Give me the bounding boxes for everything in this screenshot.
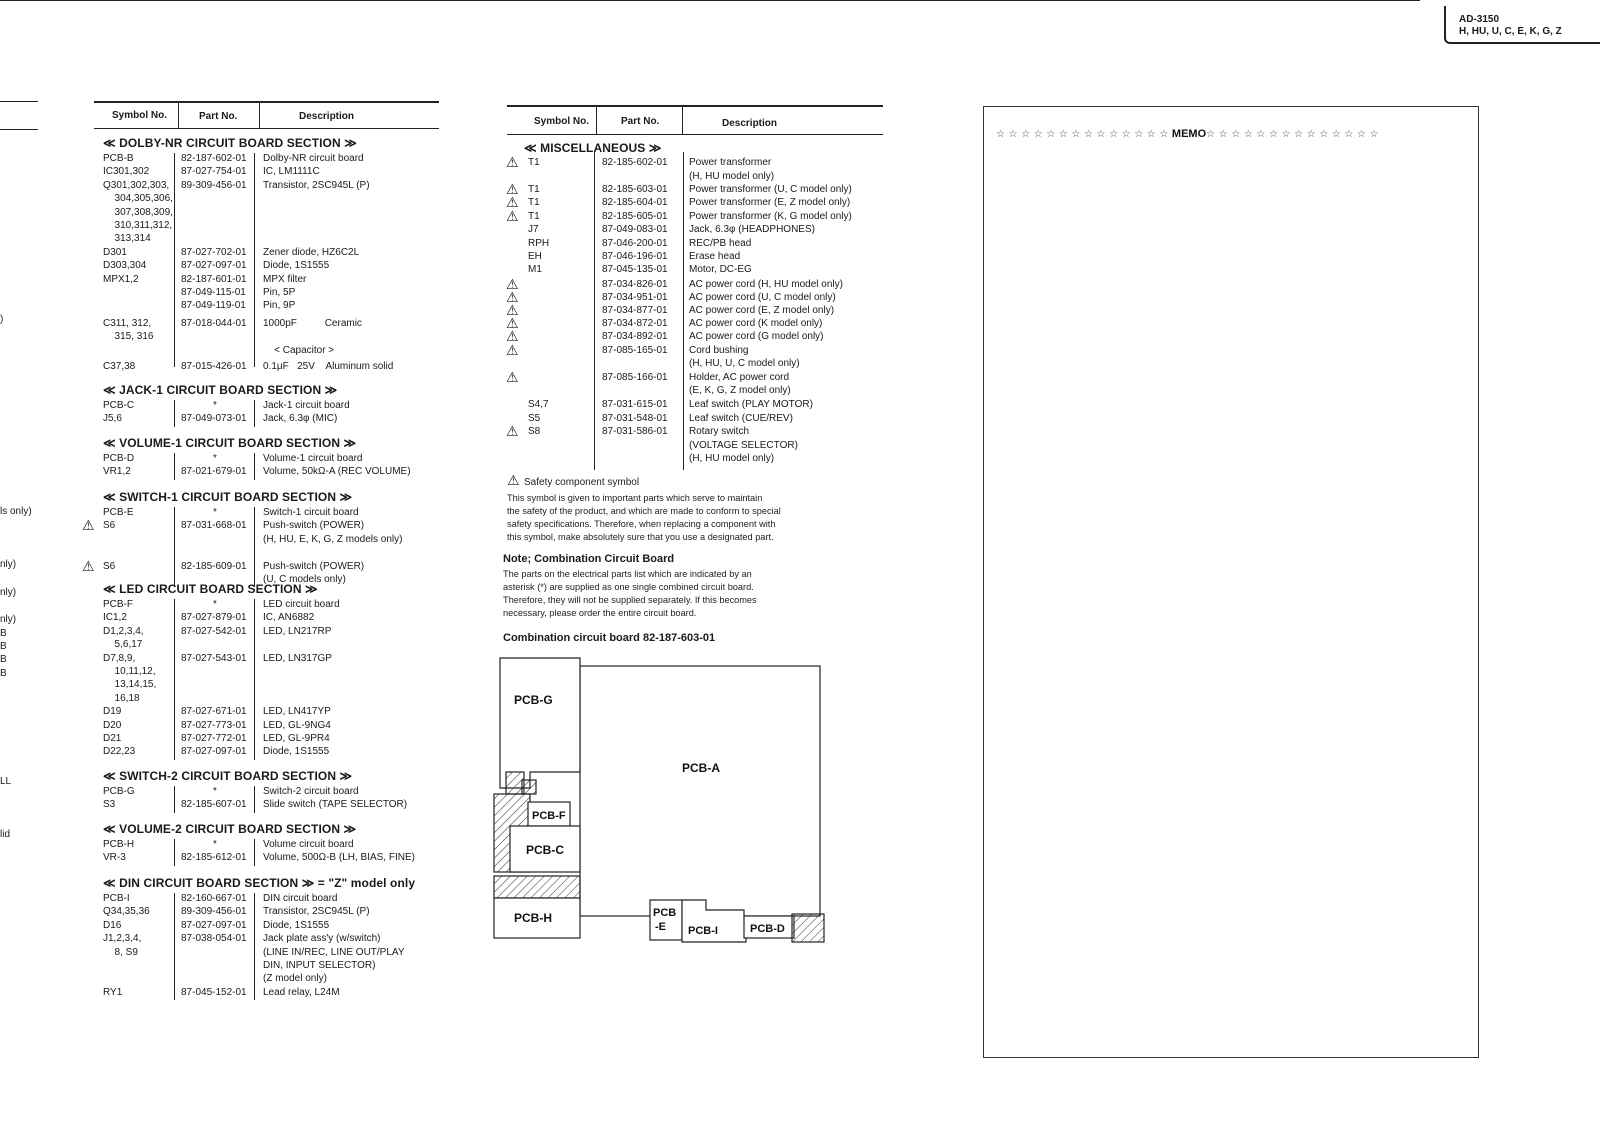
description-cell: Pin, 9P: [263, 300, 296, 312]
description-cell: Push-switch (POWER): [263, 560, 365, 572]
part-number-cell: 87-034-872-01: [602, 318, 668, 329]
symbol-cell: T1: [528, 184, 540, 195]
symbol-cell: 5,6,17: [109, 639, 143, 651]
symbol-cell: VR-3: [103, 852, 126, 864]
table-header-rule: [507, 134, 883, 135]
description-cell: Holder, AC power cord: [689, 372, 790, 383]
hatched-block: [792, 914, 824, 942]
symbol-cell: 8, S9: [109, 946, 138, 958]
margin-fragment: ): [0, 314, 4, 325]
description-cell: Pin, 5P: [263, 287, 296, 298]
warning-icon: ⚠: [506, 154, 519, 170]
column-divider: [254, 893, 255, 1000]
table-top-rule: [94, 101, 439, 103]
description-cell: Zener diode, HZ6C2L: [263, 246, 360, 258]
part-number-cell: 89-309-456-01: [181, 906, 247, 918]
part-number-cell: 82-185-604-01: [602, 197, 668, 208]
description-cell: < Capacitor >: [263, 344, 335, 356]
part-number-cell: 87-049-083-01: [602, 224, 668, 235]
table-header-rule: [94, 128, 439, 129]
section-title: ≪ JACK-1 CIRCUIT BOARD SECTION ≫: [103, 383, 338, 397]
description-cell: Jack-1 circuit board: [263, 400, 350, 411]
part-number-cell: 87-027-097-01: [181, 919, 247, 931]
combination-note-heading: Note; Combination Circuit Board: [503, 553, 675, 565]
symbol-cell: S6: [103, 520, 116, 532]
description-cell: Jack, 6.3φ (HEADPHONES): [689, 224, 815, 235]
symbol-cell: Q34,35,36: [103, 906, 150, 918]
pcb-c-label: PCB-C: [526, 843, 564, 857]
description-cell: Push-switch (POWER): [263, 520, 365, 532]
symbol-cell: MPX1,2: [103, 273, 139, 285]
description-cell: (VOLTAGE SELECTOR): [689, 440, 798, 451]
safety-note-line: this symbol, make absolutely sure that you use a designated part.: [507, 532, 774, 542]
pcb-e-outline: [650, 900, 682, 940]
model-variants: H, HU, U, C, E, K, G, Z: [1459, 26, 1562, 37]
part-number-cell: 82-187-602-01: [181, 153, 247, 164]
warning-icon: ⚠: [506, 423, 519, 439]
symbol-cell: 10,11,12,: [109, 666, 156, 677]
description-cell: Power transformer: [689, 157, 772, 168]
symbol-cell: S6: [103, 560, 116, 572]
table-top-rule: [507, 105, 883, 107]
safety-symbol-caption: Safety component symbol: [524, 477, 640, 488]
symbol-cell: 307,308,309,: [109, 206, 173, 218]
column-header-symbol: Symbol No.: [112, 110, 168, 121]
description-cell: Diode, 1S1555: [263, 919, 330, 931]
symbol-cell: 315, 316: [109, 331, 154, 343]
symbol-cell: D303,304: [103, 260, 147, 272]
warning-icon: ⚠: [506, 194, 519, 210]
part-number-cell: 82-185-605-01: [602, 211, 668, 222]
symbol-cell: 310,311,312,: [109, 220, 173, 231]
description-cell: LED, LN217RP: [263, 625, 332, 637]
column-divider: [683, 152, 684, 470]
symbol-cell: RY1: [103, 986, 123, 998]
warning-icon: ⚠: [506, 276, 519, 292]
description-cell: 0.1μF 25V Aluminum solid: [263, 361, 394, 372]
section-title: ≪ VOLUME-2 CIRCUIT BOARD SECTION ≫: [103, 822, 357, 836]
column-divider: [174, 599, 175, 760]
warning-icon: ⚠: [506, 328, 519, 344]
part-number-cell: 87-046-200-01: [602, 238, 668, 249]
warning-icon: ⚠: [506, 315, 519, 331]
symbol-cell: J1,2,3,4,: [103, 933, 142, 945]
symbol-cell: D19: [103, 706, 122, 718]
pcb-a-outline: [580, 666, 820, 916]
column-header-part: Part No.: [621, 116, 660, 127]
pcb-e-label-suffix: -E: [655, 921, 666, 933]
part-number-cell: 87-045-152-01: [181, 986, 247, 998]
symbol-cell: C311, 312,: [103, 317, 152, 329]
part-number-cell: 87-027-879-01: [181, 612, 247, 624]
header-divider: [259, 101, 260, 128]
hatched-bar: [494, 876, 580, 898]
pcb-g-label: PCB-G: [514, 693, 553, 707]
description-cell: Transistor, 2SC945L (P): [263, 179, 370, 191]
margin-rule: [0, 101, 38, 102]
symbol-cell: S8: [528, 426, 541, 437]
part-number-cell: 87-027-543-01: [181, 652, 247, 664]
symbol-cell: S3: [103, 799, 116, 811]
section-title: ≪ VOLUME-1 CIRCUIT BOARD SECTION ≫: [103, 436, 357, 450]
description-cell: Lead relay, L24M: [263, 986, 340, 998]
symbol-cell: D16: [103, 919, 122, 931]
column-divider: [174, 153, 175, 367]
description-cell: (E, K, G, Z model only): [689, 385, 791, 396]
memo-box: [983, 106, 1479, 1058]
column-divider: [174, 786, 175, 813]
safety-note-line: This symbol is given to important parts which serve to maintain: [507, 493, 763, 503]
description-cell: LED, LN317GP: [263, 652, 332, 664]
part-number-cell: 87-031-586-01: [602, 426, 668, 437]
symbol-cell: IC1,2: [103, 612, 127, 624]
description-cell: Volume, 500Ω-B (LH, BIAS, FINE): [263, 852, 415, 864]
part-number-cell: 87-031-615-01: [602, 399, 668, 410]
part-number-cell: 89-309-456-01: [181, 179, 247, 191]
symbol-cell: 13,14,15,: [109, 679, 157, 691]
part-number-cell: *: [213, 839, 217, 850]
warning-icon: ⚠: [506, 369, 519, 385]
symbol-cell: 304,305,306,: [109, 193, 173, 205]
part-number-cell: 87-027-097-01: [181, 260, 247, 272]
description-cell: Rotary switch: [689, 426, 750, 437]
description-cell: AC power cord (E, Z model only): [689, 305, 835, 316]
symbol-cell: Q301,302,303,: [103, 179, 170, 191]
part-number-cell: 82-185-609-01: [181, 560, 247, 572]
symbol-cell: T1: [528, 157, 540, 168]
margin-fragment: B: [0, 641, 7, 652]
symbol-cell: PCB-B: [103, 153, 134, 164]
section-title-miscellaneous: ≪ MISCELLANEOUS ≫: [524, 141, 662, 155]
description-cell: IC, LM1111C: [263, 166, 320, 178]
column-divider: [254, 153, 255, 367]
part-number-cell: 87-031-548-01: [602, 413, 668, 424]
top-rule: [0, 0, 1420, 1]
symbol-cell: D20: [103, 719, 122, 731]
pcb-f-label: PCB-F: [532, 810, 566, 822]
part-number-cell: 87-085-166-01: [602, 372, 668, 383]
warning-icon: ⚠: [506, 208, 519, 224]
symbol-cell: PCB-H: [103, 839, 135, 850]
description-cell: AC power cord (K model only): [689, 318, 823, 329]
symbol-cell: J7: [528, 224, 539, 235]
part-number-cell: *: [213, 400, 217, 411]
symbol-cell: RPH: [528, 238, 550, 249]
warning-icon: ⚠: [506, 181, 519, 197]
column-divider: [254, 400, 255, 427]
description-cell: Erase head: [689, 251, 741, 262]
section-title: ≪ DIN CIRCUIT BOARD SECTION ≫ = "Z" model only: [103, 876, 416, 890]
symbol-cell: D22,23: [103, 746, 136, 758]
margin-fragment: B: [0, 654, 7, 665]
part-number-cell: 87-049-073-01: [181, 413, 247, 425]
margin-fragment: B: [0, 668, 7, 679]
description-cell: Cord bushing: [689, 345, 749, 356]
part-number-cell: 82-187-601-01: [181, 273, 247, 285]
symbol-cell: PCB-F: [103, 599, 133, 610]
memo-title: MEMO: [1171, 128, 1207, 140]
memo-stars-left: ☆☆☆☆☆☆☆☆☆☆☆☆☆☆: [996, 129, 1172, 140]
part-number-cell: 87-027-702-01: [181, 246, 247, 258]
margin-rule: [0, 129, 38, 130]
part-number-cell: 87-027-542-01: [181, 625, 247, 637]
symbol-cell: 16,18: [109, 692, 140, 704]
section-title: ≪ DOLBY-NR CIRCUIT BOARD SECTION ≫: [103, 136, 357, 150]
description-cell: MPX filter: [263, 273, 307, 285]
part-number-cell: 87-038-054-01: [181, 933, 247, 945]
symbol-cell: VR1,2: [103, 466, 131, 478]
pcb-a-label: PCB-A: [682, 761, 720, 775]
pcb-g-outline: [500, 658, 580, 788]
warning-icon: ⚠: [82, 557, 95, 574]
pcb-i-label: PCB-I: [688, 925, 718, 937]
margin-fragment: ls only): [0, 506, 32, 517]
description-cell: Power transformer (K, G model only): [689, 211, 852, 222]
description-cell: 1000pF Ceramic: [263, 317, 362, 329]
section-title: ≪ SWITCH-2 CIRCUIT BOARD SECTION ≫: [103, 769, 353, 783]
symbol-cell: D1,2,3,4,: [103, 625, 144, 637]
symbol-cell: PCB-I: [103, 893, 130, 904]
description-cell: Jack plate ass'y (w/switch): [263, 933, 381, 945]
symbol-cell: PCB-E: [103, 507, 134, 518]
part-number-cell: 87-085-165-01: [602, 345, 668, 356]
description-cell: Power transformer (U, C model only): [689, 184, 852, 195]
warning-icon: ⚠: [507, 472, 520, 488]
part-number-cell: 87-015-426-01: [181, 361, 247, 372]
column-header-description: Description: [722, 118, 778, 129]
symbol-cell: C37,38: [103, 361, 136, 372]
warning-icon: ⚠: [506, 289, 519, 305]
description-cell: Switch-1 circuit board: [263, 507, 359, 518]
symbol-cell: J5,6: [103, 413, 122, 425]
part-number-cell: 87-021-679-01: [181, 466, 247, 478]
pcb-d-label: PCB-D: [750, 923, 785, 935]
symbol-cell: PCB-G: [103, 786, 135, 797]
description-cell: LED, GL-9NG4: [263, 719, 331, 731]
model-number: AD-3150: [1459, 14, 1500, 25]
description-cell: Volume-1 circuit board: [263, 453, 363, 464]
combination-note-line: necessary, please order the entire circuit board.: [503, 608, 697, 618]
part-number-cell: 87-034-826-01: [602, 279, 668, 290]
symbol-cell: IC301,302: [103, 166, 150, 178]
description-cell: (U, C models only): [263, 574, 346, 585]
column-header-part: Part No.: [199, 111, 238, 122]
column-divider: [174, 839, 175, 866]
description-cell: REC/PB head: [689, 238, 752, 249]
symbol-cell: PCB-D: [103, 453, 135, 464]
pcb-e-label: PCB: [653, 907, 677, 919]
part-number-cell: 87-027-097-01: [181, 746, 247, 758]
description-cell: Motor, DC-EG: [689, 264, 752, 275]
column-header-symbol: Symbol No.: [534, 116, 590, 127]
hatched-piece: [506, 772, 524, 794]
column-divider: [254, 786, 255, 813]
margin-fragment: nly): [0, 559, 17, 570]
column-divider: [174, 507, 175, 587]
description-cell: AC power cord (H, HU model only): [689, 279, 843, 290]
part-number-cell: 87-034-951-01: [602, 292, 668, 303]
part-number-cell: 87-027-754-01: [181, 166, 247, 178]
description-cell: LED circuit board: [263, 599, 340, 610]
description-cell: (H, HU, E, K, G, Z models only): [263, 533, 403, 545]
diagram-caption: Combination circuit board 82-187-603-01: [503, 632, 716, 644]
part-number-cell: 87-045-135-01: [602, 264, 668, 275]
part-number-cell: 87-031-668-01: [181, 520, 247, 532]
symbol-cell: S5: [528, 413, 541, 424]
description-cell: Power transformer (E, Z model only): [689, 197, 851, 208]
symbol-cell: T1: [528, 197, 540, 208]
combination-note-line: asterisk (*) are supplied as one single combined circuit board.: [503, 582, 754, 592]
part-number-cell: 87-027-772-01: [181, 733, 247, 744]
description-cell: IC, AN6882: [263, 612, 315, 624]
symbol-cell: S4,7: [528, 399, 549, 410]
part-number-cell: *: [213, 599, 217, 610]
margin-fragment: nly): [0, 587, 17, 598]
symbol-cell: EH: [528, 251, 542, 262]
description-cell: Switch-2 circuit board: [263, 786, 359, 797]
description-cell: (LINE IN/REC, LINE OUT/PLAY: [263, 946, 405, 958]
memo-header: [996, 128, 1468, 140]
column-divider: [174, 453, 175, 480]
description-cell: LED, GL-9PR4: [263, 733, 330, 744]
header-divider: [178, 101, 179, 128]
column-divider: [254, 599, 255, 760]
description-cell: Volume circuit board: [263, 839, 354, 850]
description-cell: AC power cord (G model only): [689, 331, 824, 342]
part-number-cell: 82-185-603-01: [602, 184, 668, 195]
warning-icon: ⚠: [82, 517, 95, 534]
margin-fragment: nly): [0, 614, 17, 625]
part-number-cell: *: [213, 453, 217, 464]
section-title: ≪ LED CIRCUIT BOARD SECTION ≫: [103, 582, 318, 596]
description-cell: Leaf switch (CUE/REV): [689, 413, 793, 424]
description-cell: (H, HU model only): [689, 453, 775, 464]
symbol-cell: D7,8,9,: [103, 652, 136, 664]
combination-note-line: Therefore, they will not be supplied separately. If this becomes: [503, 595, 757, 605]
warning-icon: ⚠: [506, 342, 519, 358]
part-number-cell: 82-185-612-01: [181, 852, 247, 864]
part-number-cell: *: [213, 507, 217, 518]
margin-fragment: LL: [0, 776, 12, 787]
part-number-cell: 87-034-892-01: [602, 331, 668, 342]
safety-note-line: the safety of the product, and which are made to conform to special: [507, 506, 781, 516]
part-number-cell: 87-027-671-01: [181, 706, 247, 718]
column-divider: [594, 152, 595, 470]
part-number-cell: 87-049-115-01: [181, 287, 246, 298]
description-cell: AC power cord (U, C model only): [689, 292, 836, 303]
column-divider: [174, 893, 175, 1000]
part-number-cell: 82-160-667-01: [181, 893, 247, 904]
description-cell: Leaf switch (PLAY MOTOR): [689, 399, 813, 410]
description-cell: Volume, 50kΩ-A (REC VOLUME): [263, 466, 411, 478]
hatched-piece: [522, 780, 536, 794]
part-number-cell: 87-034-877-01: [602, 305, 668, 316]
safety-note-line: safety specifications. Therefore, when replacing a component with: [507, 519, 776, 529]
part-number-cell: 87-046-196-01: [602, 251, 668, 262]
symbol-cell: PCB-C: [103, 400, 135, 411]
margin-fragment: B: [0, 628, 7, 639]
memo-stars-right: ☆☆☆☆☆☆☆☆☆☆☆☆☆☆: [1206, 129, 1383, 140]
part-number-cell: 82-185-607-01: [181, 799, 247, 811]
section-title: ≪ SWITCH-1 CIRCUIT BOARD SECTION ≫: [103, 490, 353, 504]
column-header-description: Description: [299, 111, 355, 122]
column-divider: [254, 507, 255, 587]
description-cell: Jack, 6.3φ (MIC): [263, 413, 338, 425]
warning-icon: ⚠: [506, 302, 519, 318]
column-divider: [254, 453, 255, 480]
symbol-cell: T1: [528, 211, 540, 222]
description-cell: DIN, INPUT SELECTOR): [263, 960, 376, 971]
description-cell: (Z model only): [263, 973, 327, 985]
description-cell: (H, HU, U, C model only): [689, 358, 800, 369]
description-cell: Transistor, 2SC945L (P): [263, 906, 370, 918]
part-number-cell: 87-018-044-01: [181, 317, 247, 329]
symbol-cell: D301: [103, 246, 127, 258]
symbol-cell: D21: [103, 733, 122, 744]
part-number-cell: 87-049-119-01: [181, 300, 246, 312]
part-number-cell: 82-185-602-01: [602, 157, 668, 168]
pcb-h-label: PCB-H: [514, 911, 552, 925]
description-cell: LED, LN417YP: [263, 706, 331, 718]
column-divider: [254, 839, 255, 866]
description-cell: Slide switch (TAPE SELECTOR): [263, 799, 408, 811]
combination-note-line: The parts on the electrical parts list which are indicated by an: [503, 569, 752, 579]
margin-fragment: lid: [0, 829, 11, 840]
description-cell: Dolby-NR circuit board: [263, 153, 364, 164]
part-number-cell: 87-027-773-01: [181, 719, 247, 731]
combination-board-diagram: [492, 648, 832, 968]
header-divider: [596, 105, 597, 134]
symbol-cell: 313,314: [109, 233, 151, 245]
column-divider: [174, 400, 175, 427]
description-cell: Diode, 1S1555: [263, 260, 330, 272]
symbol-cell: M1: [528, 264, 542, 275]
description-cell: Diode, 1S1555: [263, 746, 330, 758]
description-cell: (H, HU model only): [689, 171, 775, 182]
part-number-cell: *: [213, 786, 217, 797]
header-divider: [682, 105, 683, 134]
description-cell: DIN circuit board: [263, 893, 338, 904]
